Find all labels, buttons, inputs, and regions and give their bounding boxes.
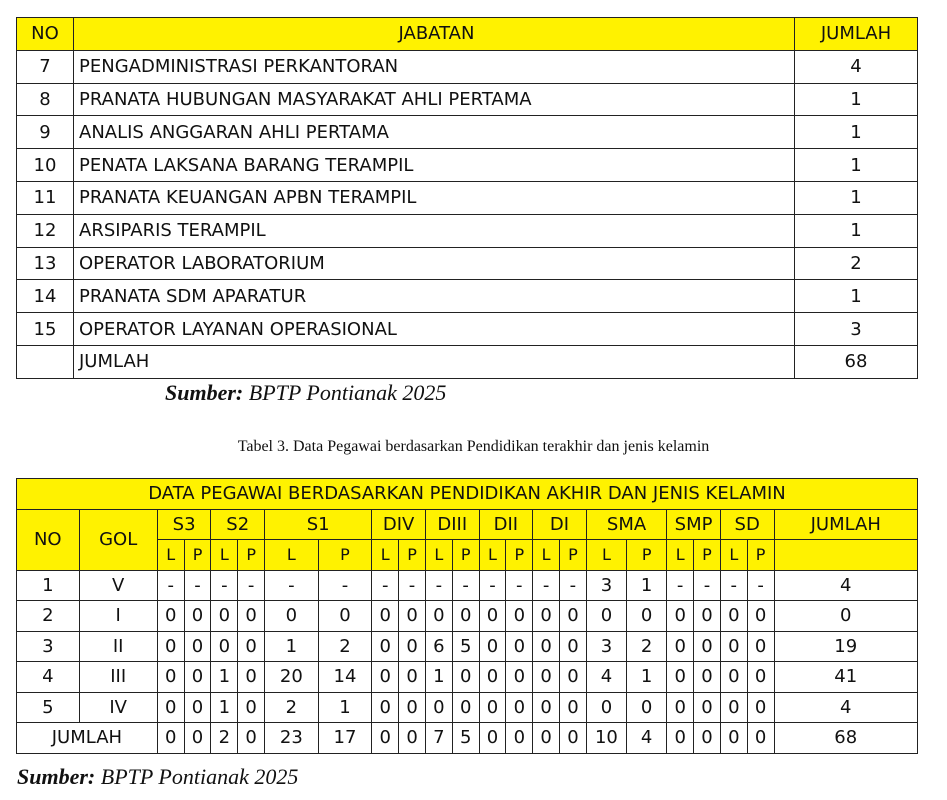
cell-no: 4: [17, 662, 80, 693]
cell-value: 0: [533, 631, 560, 662]
cell-jabatan: ARSIPARIS TERAMPIL: [74, 214, 795, 247]
source-note-2: [17, 764, 298, 790]
cell-value: 0: [506, 601, 533, 632]
cell-value: 0: [372, 601, 399, 632]
cell-value: 1: [425, 662, 452, 693]
table-row: [17, 692, 918, 723]
cell-total-value: 0: [560, 723, 587, 754]
header-gender-l: L: [533, 540, 560, 571]
cell-no: [17, 345, 74, 378]
source-text: BPTP Pontianak 2025: [95, 764, 299, 789]
cell-value: -: [318, 570, 372, 601]
cell-value: -: [694, 570, 721, 601]
header-gender-p: P: [318, 540, 372, 571]
cell-value: -: [560, 570, 587, 601]
cell-value: 3: [586, 631, 626, 662]
cell-total-label: JUMLAH: [17, 723, 158, 754]
header-gol: GOL: [79, 509, 157, 570]
cell-jabatan: PENATA LAKSANA BARANG TERAMPIL: [74, 149, 795, 182]
cell-value: 1: [211, 692, 238, 723]
cell-value: 0: [238, 692, 265, 723]
cell-value: 0: [157, 662, 184, 693]
table-pendidikan-header: [17, 479, 918, 571]
cell-no: 14: [17, 280, 74, 313]
cell-jumlah: 41: [774, 662, 917, 693]
cell-value: -: [372, 570, 399, 601]
cell-value: 0: [184, 631, 211, 662]
cell-value: 0: [372, 662, 399, 693]
cell-value: 0: [452, 662, 479, 693]
cell-value: 0: [372, 631, 399, 662]
title-row: [17, 479, 918, 510]
cell-value: 0: [265, 601, 319, 632]
cell-value: -: [399, 570, 426, 601]
header-gender-p: P: [238, 540, 265, 571]
header-level: DI: [533, 509, 587, 540]
cell-value: 0: [506, 631, 533, 662]
table-pendidikan: [16, 478, 918, 754]
cell-gol: III: [79, 662, 157, 693]
cell-value: 0: [747, 662, 774, 693]
cell-value: 0: [452, 692, 479, 723]
cell-value: 0: [399, 601, 426, 632]
cell-value: 0: [694, 631, 721, 662]
cell-value: 0: [238, 631, 265, 662]
cell-value: 0: [184, 662, 211, 693]
cell-value: 0: [318, 601, 372, 632]
cell-total-value: 0: [157, 723, 184, 754]
cell-value: 0: [667, 631, 694, 662]
cell-jumlah: 2: [795, 247, 918, 280]
table-jabatan-body: [17, 50, 918, 378]
cell-value: 0: [667, 662, 694, 693]
cell-total-value: 7: [425, 723, 452, 754]
table-jabatan: [16, 17, 918, 379]
cell-value: 1: [627, 570, 667, 601]
cell-jabatan: PRANATA HUBUNGAN MASYARAKAT AHLI PERTAMA: [74, 83, 795, 116]
cell-value: -: [425, 570, 452, 601]
table-total-row: [17, 723, 918, 754]
cell-value: 0: [747, 631, 774, 662]
cell-no: 8: [17, 83, 74, 116]
header-gender-p: P: [184, 540, 211, 571]
cell-value: 20: [265, 662, 319, 693]
cell-total-value: 17: [318, 723, 372, 754]
cell-value: 0: [399, 631, 426, 662]
cell-value: 0: [479, 692, 506, 723]
header-gender-l: L: [667, 540, 694, 571]
cell-gol: II: [79, 631, 157, 662]
cell-value: 0: [452, 601, 479, 632]
table-pendidikan-body: [17, 570, 918, 753]
cell-jumlah: 4: [795, 50, 918, 83]
table-row: [17, 181, 918, 214]
cell-jabatan: PRANATA SDM APARATUR: [74, 280, 795, 313]
cell-value: 0: [560, 692, 587, 723]
cell-total-value: 0: [720, 723, 747, 754]
header-level: DIV: [372, 509, 426, 540]
cell-value: -: [667, 570, 694, 601]
cell-total-value: 0: [667, 723, 694, 754]
cell-jumlah: 0: [774, 601, 917, 632]
cell-no: 9: [17, 116, 74, 149]
cell-total-value: 0: [372, 723, 399, 754]
cell-value: 2: [627, 631, 667, 662]
cell-jabatan: ANALIS ANGGARAN AHLI PERTAMA: [74, 116, 795, 149]
cell-jumlah: 4: [774, 570, 917, 601]
cell-value: 0: [506, 662, 533, 693]
cell-value: 0: [720, 662, 747, 693]
header-gender-l: L: [372, 540, 399, 571]
table-caption: Tabel 3. Data Pegawai berdasarkan Pendidikan terakhir dan jenis kelamin: [237, 438, 710, 455]
cell-value: -: [479, 570, 506, 601]
cell-value: 0: [238, 601, 265, 632]
cell-value: 1: [627, 662, 667, 693]
cell-jumlah: 1: [795, 149, 918, 182]
header-level: S2: [211, 509, 265, 540]
table-row: [17, 280, 918, 313]
cell-total-value: 0: [399, 723, 426, 754]
cell-value: 2: [318, 631, 372, 662]
header-empty: [774, 540, 917, 571]
header-level: SMP: [667, 509, 721, 540]
header-jumlah: JUMLAH: [795, 18, 918, 51]
table-row: [17, 83, 918, 116]
cell-value: 0: [533, 601, 560, 632]
cell-value: 1: [318, 692, 372, 723]
cell-total-value: 2: [211, 723, 238, 754]
cell-jumlah: 1: [795, 83, 918, 116]
cell-value: 0: [211, 601, 238, 632]
table-row: [17, 662, 918, 693]
cell-total-value: 0: [479, 723, 506, 754]
cell-no: 12: [17, 214, 74, 247]
cell-value: -: [157, 570, 184, 601]
cell-value: 14: [318, 662, 372, 693]
cell-jumlah: 1: [795, 116, 918, 149]
cell-value: 0: [157, 601, 184, 632]
cell-value: 0: [479, 631, 506, 662]
cell-jabatan: OPERATOR LABORATORIUM: [74, 247, 795, 280]
table-row: [17, 631, 918, 662]
cell-value: 0: [533, 662, 560, 693]
header-gender-l: L: [586, 540, 626, 571]
cell-total-value: 0: [506, 723, 533, 754]
cell-value: 0: [747, 601, 774, 632]
cell-jumlah: 1: [795, 280, 918, 313]
table-row: [17, 214, 918, 247]
header-gender-p: P: [560, 540, 587, 571]
source-label: Sumber:: [165, 380, 244, 405]
cell-value: 0: [399, 692, 426, 723]
cell-value: 0: [694, 692, 721, 723]
cell-total-value: 0: [747, 723, 774, 754]
table-row: [17, 570, 918, 601]
cell-total-value: 0: [694, 723, 721, 754]
header-jabatan: JABATAN: [74, 18, 795, 51]
level-row: [17, 509, 918, 540]
header-no: NO: [17, 509, 80, 570]
header-gender-p: P: [452, 540, 479, 571]
cell-value: 0: [627, 601, 667, 632]
cell-gol: IV: [79, 692, 157, 723]
cell-value: 0: [667, 692, 694, 723]
cell-value: 5: [452, 631, 479, 662]
cell-total-value: 0: [184, 723, 211, 754]
table-row: [17, 116, 918, 149]
cell-value: 0: [506, 692, 533, 723]
header-level: SD: [720, 509, 774, 540]
header-jumlah: JUMLAH: [774, 509, 917, 540]
cell-no: 2: [17, 601, 80, 632]
header-gender-p: P: [627, 540, 667, 571]
header-gender-l: L: [720, 540, 747, 571]
cell-total-value: 0: [533, 723, 560, 754]
cell-no: 13: [17, 247, 74, 280]
cell-value: 3: [586, 570, 626, 601]
header-no: NO: [17, 18, 74, 51]
cell-value: 0: [184, 601, 211, 632]
table-row: [17, 149, 918, 182]
cell-value: -: [184, 570, 211, 601]
cell-value: -: [533, 570, 560, 601]
cell-value: 0: [211, 631, 238, 662]
header-level: DIII: [425, 509, 479, 540]
cell-jabatan: PRANATA KEUANGAN APBN TERAMPIL: [74, 181, 795, 214]
source-text: BPTP Pontianak 2025: [243, 380, 447, 405]
cell-total-jumlah: 68: [774, 723, 917, 754]
source-label: Sumber:: [17, 764, 96, 789]
header-gender-l: L: [211, 540, 238, 571]
cell-value: 0: [479, 601, 506, 632]
cell-value: 2: [265, 692, 319, 723]
cell-value: -: [720, 570, 747, 601]
cell-value: 0: [533, 692, 560, 723]
table-row: [17, 247, 918, 280]
header-level: SMA: [586, 509, 666, 540]
cell-value: 0: [238, 662, 265, 693]
cell-value: 0: [399, 662, 426, 693]
cell-value: 0: [586, 601, 626, 632]
cell-value: 0: [425, 601, 452, 632]
cell-jumlah: 19: [774, 631, 917, 662]
table-row: [17, 50, 918, 83]
cell-value: 0: [157, 631, 184, 662]
cell-value: 0: [720, 601, 747, 632]
cell-no: 1: [17, 570, 80, 601]
cell-value: -: [265, 570, 319, 601]
cell-value: 0: [425, 692, 452, 723]
cell-value: 0: [157, 692, 184, 723]
cell-no: 3: [17, 631, 80, 662]
cell-value: 0: [720, 692, 747, 723]
cell-value: 0: [372, 692, 399, 723]
source-note-1: [165, 380, 446, 406]
cell-value: 0: [720, 631, 747, 662]
cell-value: 1: [211, 662, 238, 693]
cell-jabatan: OPERATOR LAYANAN OPERASIONAL: [74, 313, 795, 346]
cell-value: 0: [184, 692, 211, 723]
table-title: DATA PEGAWAI BERDASARKAN PENDIDIKAN AKHIR DAN JENIS KELAMIN: [17, 479, 918, 510]
table-total-row: [17, 345, 918, 378]
cell-jumlah: 1: [795, 214, 918, 247]
cell-value: 0: [747, 692, 774, 723]
cell-value: 0: [667, 601, 694, 632]
cell-value: 0: [479, 662, 506, 693]
header-gender-l: L: [157, 540, 184, 571]
cell-value: 0: [694, 601, 721, 632]
cell-jabatan: PENGADMINISTRASI PERKANTORAN: [74, 50, 795, 83]
cell-value: 0: [694, 662, 721, 693]
cell-no: 7: [17, 50, 74, 83]
cell-total-value: 4: [627, 723, 667, 754]
cell-value: 0: [560, 601, 587, 632]
header-gender-l: L: [425, 540, 452, 571]
cell-no: 15: [17, 313, 74, 346]
table-jabatan-header: [17, 18, 918, 51]
cell-jumlah: 4: [774, 692, 917, 723]
cell-gol: I: [79, 601, 157, 632]
header-level: S3: [157, 509, 211, 540]
header-gender-p: P: [694, 540, 721, 571]
cell-value: 6: [425, 631, 452, 662]
cell-value: 0: [560, 662, 587, 693]
cell-value: -: [238, 570, 265, 601]
cell-no: 5: [17, 692, 80, 723]
header-gender-l: L: [265, 540, 319, 571]
cell-value: -: [452, 570, 479, 601]
cell-value: -: [506, 570, 533, 601]
cell-total-value: 10: [586, 723, 626, 754]
cell-value: 1: [265, 631, 319, 662]
cell-no: 11: [17, 181, 74, 214]
header-gender-p: P: [399, 540, 426, 571]
cell-value: 0: [627, 692, 667, 723]
cell-no: 10: [17, 149, 74, 182]
cell-jumlah: 1: [795, 181, 918, 214]
cell-value: -: [747, 570, 774, 601]
header-gender-l: L: [479, 540, 506, 571]
cell-value: -: [211, 570, 238, 601]
cell-total-value: 68: [795, 345, 918, 378]
cell-gol: V: [79, 570, 157, 601]
table-row: [17, 601, 918, 632]
header-level: DII: [479, 509, 533, 540]
header-level: S1: [265, 509, 372, 540]
header-gender-p: P: [747, 540, 774, 571]
cell-total-value: 5: [452, 723, 479, 754]
cell-total-label: JUMLAH: [74, 345, 795, 378]
cell-jumlah: 3: [795, 313, 918, 346]
cell-value: 0: [560, 631, 587, 662]
table-row: [17, 313, 918, 346]
cell-total-value: 0: [238, 723, 265, 754]
cell-value: 0: [586, 692, 626, 723]
cell-value: 4: [586, 662, 626, 693]
cell-total-value: 23: [265, 723, 319, 754]
header-gender-p: P: [506, 540, 533, 571]
